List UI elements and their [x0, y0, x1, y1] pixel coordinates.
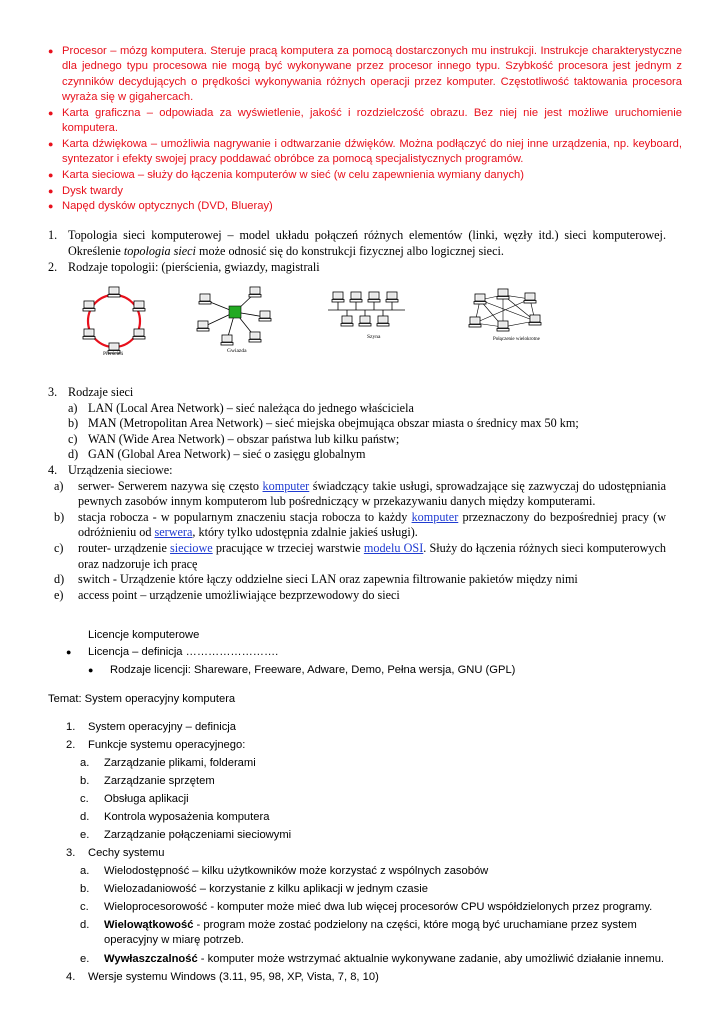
topology-diagram: [55, 285, 555, 370]
bullet-icon: ●: [66, 647, 72, 657]
list-item: d) switch - Urządzenie które łączy oddzielne sieci LAN oraz zapewnia filtrowanie pakietów między nimi: [54, 572, 578, 587]
network-item-1: 1. Topologia sieci komputerowej – model układu połączeń różnych elementów (linki, węzły itd.) sieci komputerowej. Określenie topologia sieci może odnosić się do konstrukcji fizycznej albo logicznej sieci.: [48, 228, 666, 258]
link-sieciowe[interactable]: sieciowe: [170, 540, 213, 555]
star-topology: [197, 287, 271, 354]
ring-label: Pierścień: [103, 351, 124, 357]
bullet-icon: ●: [48, 108, 54, 118]
list-item: a) LAN (Local Area Network) – sieć należąca do jednego właściciela: [68, 400, 414, 415]
list-item: c) WAN (Wide Area Network) – obszar państwa lub kilku państw;: [68, 431, 400, 446]
licenses-title: Licencje komputerowe: [88, 629, 200, 641]
list-item: d. Kontrola wyposażenia komputera: [80, 811, 270, 823]
network-item-3: 3. Rodzaje sieci a) LAN (Local Area Network) – sieć należąca do jednego właściciela b) MAN (Metropolitan Area Network) – sieć miejska obejmująca obszar miasta o średnicy max 50 km; c) WAN (Wide Area Network) – obszar państwa lub kilku państw; d) GAN (Global Area Network) – sieć o zasięgu globalnym: [48, 385, 688, 463]
bus-topology: [328, 292, 405, 340]
list-item: ● Napęd dysków optycznych (DVD, Blueray): [48, 199, 682, 215]
licenses-definition: ● Licencja – definicja …………………….: [66, 645, 278, 660]
list-item: 2. Funkcje systemu operacyjnego:: [66, 739, 246, 751]
bullet-icon: ●: [48, 201, 54, 211]
list-item: e. Zarządzanie połączeniami sieciowymi: [80, 829, 292, 841]
network-item-2: 2. Rodzaje topologii: (pierścienia, gwiazdy, magistrali: [48, 260, 320, 274]
list-item: b) MAN (Metropolitan Area Network) – sieć miejska obejmująca obszar miasta o średnicy max 50 km;: [68, 416, 579, 431]
mesh-label: Połączenie wielokrotne: [493, 337, 540, 342]
hardware-list: [48, 44, 682, 215]
list-item: ● Karta sieciowa – służy do łączenia komputerów w sieć (w celu zapewnienia wymiany danych): [48, 168, 682, 184]
ring-topology: [83, 287, 145, 357]
bullet-icon: ●: [48, 170, 54, 180]
list-item: e. Wywłaszczalność - komputer może wstrzymać aktualnie wykonywane zadanie, aby umożliwić działanie innemu.: [80, 953, 665, 965]
bullet-icon: ●: [88, 665, 94, 675]
os-list: [48, 720, 688, 988]
link-serwera[interactable]: serwera: [154, 525, 193, 540]
topic-title: Temat: System operacyjny komputera: [48, 693, 236, 705]
network-item-4: 4. Urządzenia sieciowe: a) serwer- Serwerem nazywa się często komputer świadczący takie usługi, sprowadzające się zazwyczaj do udostępniania pewnych zasobów innym komputerom lub pośredniczący w przekazywaniu danych między komputerami. b) stacja robocza - w popularnym znaczeniu stacja robocza to każdy komputer przeznaczony do bezpośredniej pracy (w odróżnieniu od serwera, który tylko udostępnia zdalnie jakieś usługi). c) router- urządzenie sieciowe pracujące w trzeciej warstwie modelu OSI. Służy do łączenia różnych sieci komputerowych oraz nadzoruje ich pracę d) switch - Urządzenie które łączy oddzielne sieci LAN oraz zapewnia filtrowanie pakietów między nimi e) access point – urządzenie umożliwiające bezprzewodowy do sieci: [48, 463, 667, 602]
list-item: 3. Cechy systemu: [66, 847, 165, 859]
list-item: b. Wielozadaniowość – korzystanie z kilku aplikacji w jednym czasie: [80, 883, 428, 895]
mesh-topology: [469, 289, 541, 342]
list-item: c. Obsługa aplikacji: [80, 793, 189, 805]
list-item: ● Karta dźwiękowa – umożliwia nagrywanie i odtwarzanie dźwięków. Można podłączyć do niej inne urządzenia, np. keyboard, syntezator i efekty swojej pracy poddawać obróbce za pomocą specjalistycznych programów.: [48, 138, 682, 166]
list-item: b) stacja robocza - w popularnym znaczeniu stacja robocza to każdy komputer przeznaczony do bezpośredniej pracy (w odróżnieniu od serwera, który tylko udostępnia zdalnie jakieś usługi).: [54, 509, 666, 540]
list-item: ● Dysk twardy: [48, 184, 682, 200]
link-komputer[interactable]: komputer: [411, 509, 459, 524]
link-modelu-osi[interactable]: modelu OSI: [363, 540, 424, 555]
bullet-icon: ●: [48, 139, 54, 149]
list-item: d) GAN (Global Area Network) – sieć o zasięgu globalnym: [68, 447, 366, 462]
list-item: 4. Wersje systemu Windows (3.11, 95, 98, XP, Vista, 7, 8, 10): [66, 971, 379, 983]
star-label: Gwiazda: [227, 348, 247, 354]
list-item: a. Wielodostępność – kilku użytkowników może korzystać z wspólnych zasobów: [80, 865, 489, 877]
list-item: a. Zarządzanie plikami, folderami: [80, 757, 256, 769]
list-item: 1. System operacyjny – definicja: [66, 721, 236, 733]
list-item: ● Procesor – mózg komputera. Steruje pracą komputera za pomocą dostarczonych mu instrukcji. Instrukcje charakterystyczne dla jednego typu procesowa nie mogą być wykonywane przez procesor innego typu. Szybkość procesora jest jednym z czynników decydujących o prędkości wykonywania różnych operacji przez komputer. Częstotliwość taktowania procesora wyraża się w gigahercach.: [48, 45, 682, 104]
list-item: ● Karta graficzna – odpowiada za wyświetlenie, jakość i rozdzielczość obrazu. Bez niej nie jest możliwe uruchomienie komputera.: [48, 107, 682, 135]
link-komputer[interactable]: komputer: [262, 478, 310, 493]
list-item: e) access point – urządzenie umożliwiające bezprzewodowy do sieci: [54, 587, 400, 602]
bus-label: Szyna: [367, 334, 381, 340]
list-item: c. Wieloprocesorowość - komputer może mieć dwa lub więcej procesorów CPU współdzielonych przez programy.: [80, 901, 653, 913]
bullet-icon: ●: [48, 185, 54, 196]
licenses-types: ● Rodzaje licencji: Shareware, Freeware, Adware, Demo, Pełna wersja, GNU (GPL): [88, 663, 515, 678]
list-item: b. Zarządzanie sprzętem: [80, 775, 215, 787]
list-item: a) serwer- Serwerem nazywa się często komputer świadczący takie usługi, sprowadzające się zazwyczaj do udostępniania pewnych zasobów innym komputerom lub pośredniczący w przekazywaniu danych między komputerami.: [54, 478, 667, 509]
bullet-icon: ●: [48, 46, 54, 56]
list-item: c) router- urządzenie sieciowe pracujące w trzeciej warstwie modelu OSI. Służy do łączenia różnych sieci komputerowych oraz nadzoruje ich pracę: [54, 540, 666, 571]
list-item: d. Wielowątkowość - program może zostać podzielony na części, które mogą być uruchamiane przez system operacyjny w miarę potrzeb.: [80, 919, 637, 947]
